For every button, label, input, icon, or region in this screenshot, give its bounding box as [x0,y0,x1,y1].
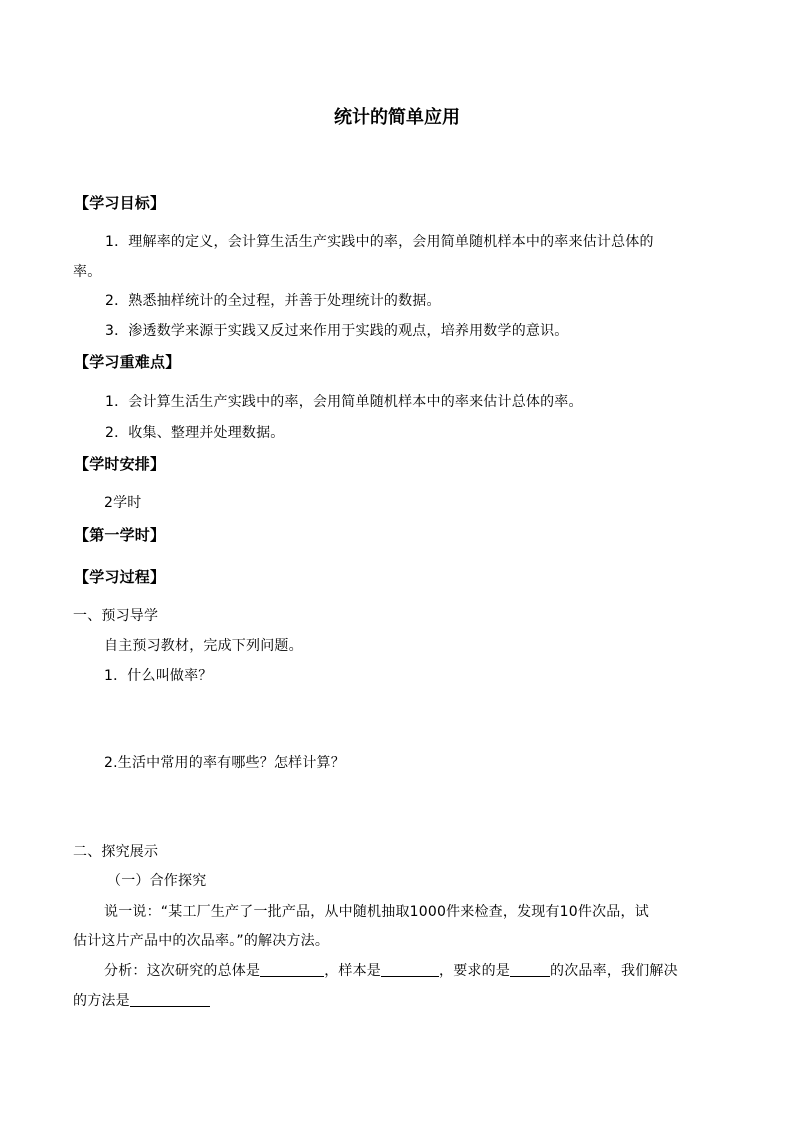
part-1-heading: 一、预习导学 [73,608,159,624]
process-heading: 【学习过程】 [74,568,166,586]
question-2: 2.生活中常用的率有哪些？怎样计算？ [104,755,345,771]
goal-1-line-2: 率。 [73,264,102,280]
goals-heading: 【学习目标】 [74,194,166,212]
part-2-subheading: （一）合作探究 [107,873,207,889]
blank-sample[interactable] [381,962,439,977]
schedule-value: 2学时 [104,495,142,511]
keypoints-heading: 【学习重难点】 [74,353,181,371]
part-2-heading: 二、探究展示 [73,844,159,860]
part-1-intro: 自主预习教材，完成下列问题。 [104,638,303,654]
discussion-line-1: 说一说：“某工厂生产了一批产品，从中随机抽取1000件来检查，发现有10件次品，试 [104,904,649,920]
blank-method[interactable] [130,992,210,1007]
goal-2: 2．熟悉抽样统计的全过程，并善于处理统计的数据。 [105,293,441,309]
analysis-text-c: ，要求的是 [439,963,511,979]
keypoint-1: 1．会计算生活生产实践中的率，会用简单随机样本中的率来估计总体的率。 [105,394,583,410]
goal-1-line-1: 1．理解率的定义，会计算生活生产实践中的率，会用简单随机样本中的率来估计总体的 [105,234,654,250]
discussion-line-2: 估计这片产品中的次品率。”的解决方法。 [73,933,330,949]
analysis-text-a: 分析：这次研究的总体是 [104,963,261,979]
analysis-line-1 [104,961,678,981]
analysis-line-2 [73,991,210,1011]
blank-target[interactable] [510,962,550,977]
question-1: 1．什么叫做率？ [104,668,213,684]
page-title: 统计的简单应用 [334,107,460,128]
goal-3: 3．渗透数学来源于实践又反过来作用于实践的观点，培养用数学的意识。 [105,323,569,339]
blank-population[interactable] [260,962,324,977]
first-period-heading: 【第一学时】 [74,526,166,544]
analysis-text-d: 的次品率，我们解决 [550,963,678,979]
keypoint-2: 2．收集、整理并处理数据。 [105,425,285,441]
schedule-heading: 【学时安排】 [74,455,166,473]
analysis-text-e: 的方法是 [73,993,130,1009]
analysis-text-b: ，样本是 [324,963,382,979]
